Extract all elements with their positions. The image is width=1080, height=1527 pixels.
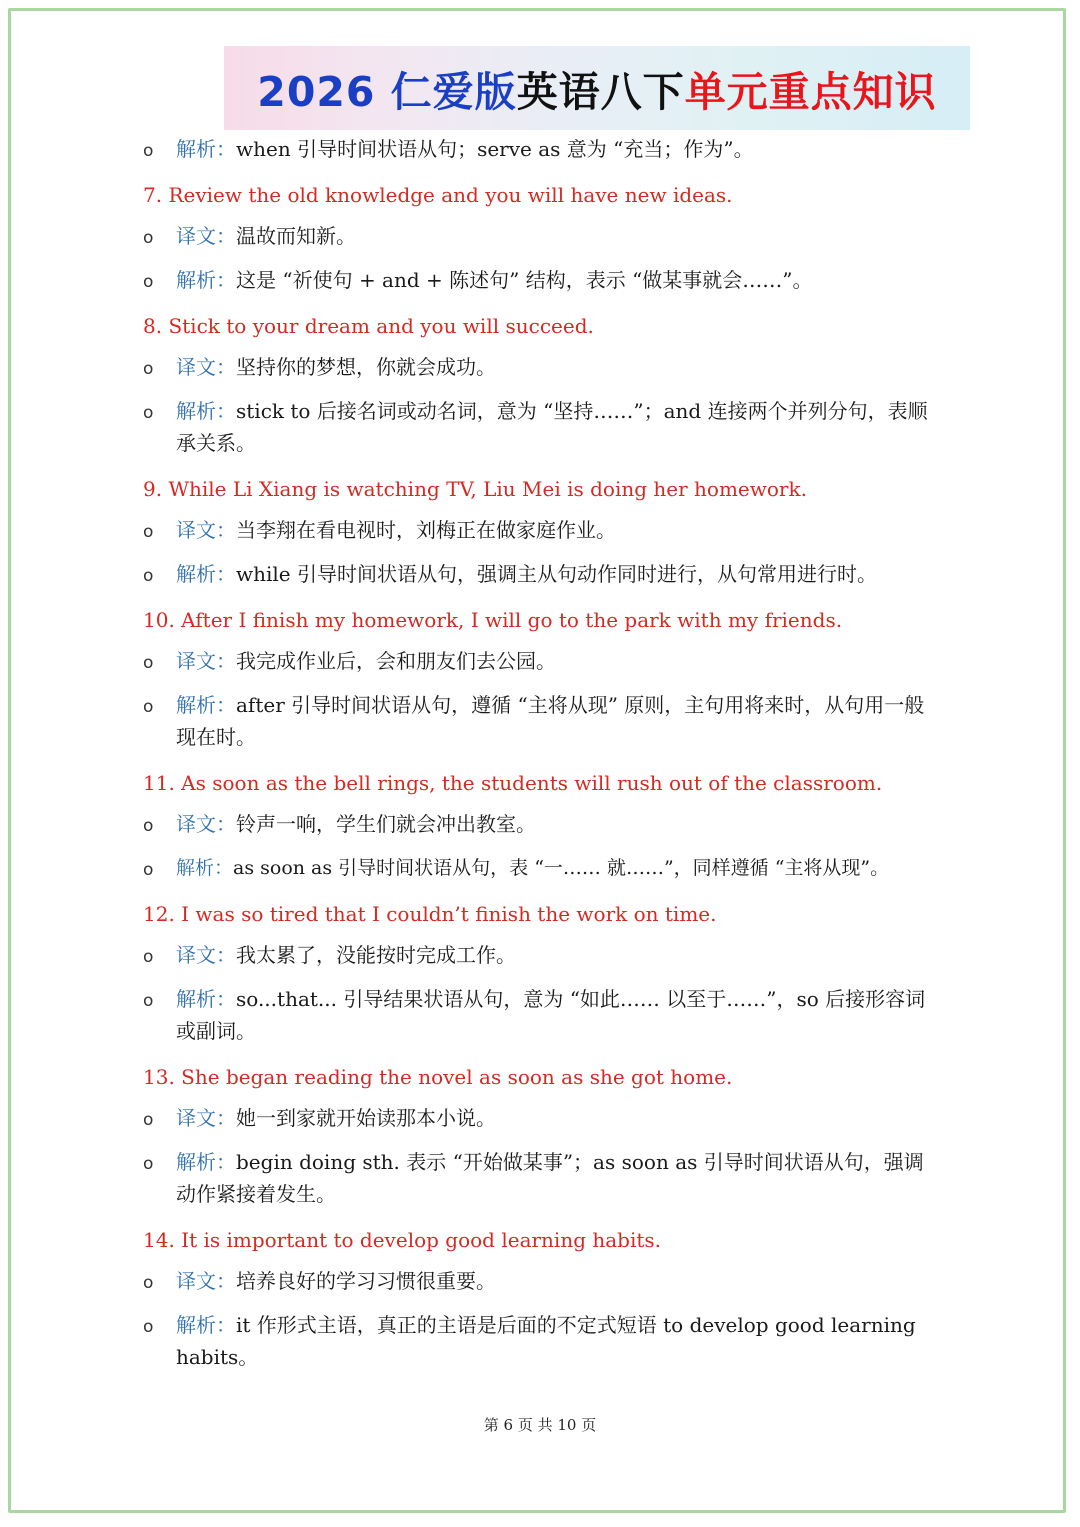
bullet: o bbox=[143, 991, 154, 1011]
bullet: o bbox=[143, 141, 154, 161]
bullet: o bbox=[143, 947, 154, 967]
sentence-item: 8. Stick to your dream and you will succeed. bbox=[143, 314, 594, 338]
translation-content: 她一到家就开始读那本小说。 bbox=[236, 1106, 496, 1130]
analysis-text bbox=[176, 983, 942, 1047]
analysis-label: 解析： bbox=[176, 268, 236, 292]
bullet: o bbox=[143, 816, 154, 836]
translation-label: 译文： bbox=[176, 355, 236, 379]
bullet: o bbox=[143, 359, 154, 379]
analysis-label: 解析： bbox=[176, 1150, 236, 1174]
translation-content: 我完成作业后，会和朋友们去公园。 bbox=[236, 649, 556, 673]
translation-label: 译文： bbox=[176, 812, 236, 836]
translation-text bbox=[176, 220, 942, 252]
analysis-label: 解析： bbox=[176, 987, 236, 1011]
title-part-year: 2026 仁爱版 bbox=[257, 67, 517, 116]
translation-content: 当李翔在看电视时，刘梅正在做家庭作业。 bbox=[236, 518, 616, 542]
translation-label: 译文： bbox=[176, 224, 236, 248]
analysis-content: after 引导时间状语从句，遵循 “主将从现” 原则，主句用将来时，从句用一般现在时。 bbox=[176, 693, 925, 749]
analysis-label: 解析： bbox=[176, 1313, 236, 1337]
analysis-text bbox=[176, 689, 942, 753]
sentence-item: 9. While Li Xiang is watching TV, Liu Mei is doing her homework. bbox=[143, 477, 807, 501]
bullet: o bbox=[143, 653, 154, 673]
translation-content: 我太累了，没能按时完成工作。 bbox=[236, 943, 516, 967]
page-number: 第 6 页 共 10 页 bbox=[483, 1416, 597, 1434]
bullet: o bbox=[143, 522, 154, 542]
bullet: o bbox=[143, 860, 154, 880]
analysis-text bbox=[176, 395, 942, 459]
sentence-item: 12. I was so tired that I couldn’t finish the work on time. bbox=[143, 902, 717, 926]
analysis-content: as soon as 引导时间状语从句，表 “一…… 就……”，同样遵循 “主将从现”。 bbox=[233, 857, 890, 879]
analysis-label: 解析： bbox=[176, 562, 236, 586]
translation-label: 译文： bbox=[176, 518, 236, 542]
translation-content: 温故而知新。 bbox=[236, 224, 356, 248]
analysis-content: while 引导时间状语从句，强调主从句动作同时进行，从句常用进行时。 bbox=[236, 562, 877, 586]
sentence-item: 7. Review the old knowledge and you will have new ideas. bbox=[143, 183, 733, 207]
bullet: o bbox=[143, 272, 154, 292]
analysis-label: 解析： bbox=[176, 137, 236, 161]
translation-text bbox=[176, 808, 942, 840]
sentence-item: 10. After I finish my homework, I will go to the park with my friends. bbox=[143, 608, 843, 632]
analysis-text bbox=[176, 133, 942, 165]
bullet: o bbox=[143, 697, 154, 717]
translation-label: 译文： bbox=[176, 1106, 236, 1130]
analysis-content: when 引导时间状语从句；serve as 意为 “充当；作为”。 bbox=[236, 137, 754, 161]
analysis-text bbox=[176, 558, 942, 590]
analysis-text bbox=[176, 1146, 942, 1210]
analysis-text bbox=[176, 852, 956, 884]
bullet: o bbox=[143, 228, 154, 248]
page-title bbox=[257, 59, 936, 118]
translation-content: 坚持你的梦想，你就会成功。 bbox=[236, 355, 496, 379]
analysis-label: 解析： bbox=[176, 693, 236, 717]
sentence-item: 14. It is important to develop good learning habits. bbox=[143, 1228, 662, 1252]
bullet: o bbox=[143, 403, 154, 423]
analysis-content: 这是 “祈使句 + and + 陈述句” 结构，表示 “做某事就会……”。 bbox=[236, 268, 813, 292]
bullet: o bbox=[143, 1273, 154, 1293]
bullet: o bbox=[143, 566, 154, 586]
sentence-item: 11. As soon as the bell rings, the students will rush out of the classroom. bbox=[143, 771, 883, 795]
translation-text bbox=[176, 514, 942, 546]
translation-label: 译文： bbox=[176, 649, 236, 673]
translation-label: 译文： bbox=[176, 1269, 236, 1293]
analysis-content: so...that... 引导结果状语从句，意为 “如此…… 以至于……”，so 后接形容词或副词。 bbox=[176, 987, 926, 1043]
analysis-content: it 作形式主语，真正的主语是后面的不定式短语 to develop good learning habits。 bbox=[176, 1313, 916, 1369]
analysis-content: stick to 后接名词或动名词，意为 “坚持……”；and 连接两个并列分句，表顺承关系。 bbox=[176, 399, 928, 455]
bullet: o bbox=[143, 1110, 154, 1130]
translation-text bbox=[176, 1265, 942, 1297]
translation-label: 译文： bbox=[176, 943, 236, 967]
translation-text bbox=[176, 645, 942, 677]
title-banner bbox=[224, 46, 970, 130]
title-part-topic: 单元重点知识 bbox=[684, 67, 937, 116]
title-part-subject: 英语八下 bbox=[516, 67, 685, 116]
translation-text bbox=[176, 1102, 942, 1134]
translation-text bbox=[176, 939, 942, 971]
analysis-text bbox=[176, 1309, 942, 1373]
sentence-item: 13. She began reading the novel as soon as she got home. bbox=[143, 1065, 733, 1089]
bullet: o bbox=[143, 1154, 154, 1174]
translation-content: 铃声一响，学生们就会冲出教室。 bbox=[236, 812, 536, 836]
bullet: o bbox=[143, 1317, 154, 1337]
translation-content: 培养良好的学习习惯很重要。 bbox=[236, 1269, 496, 1293]
analysis-label: 解析： bbox=[176, 857, 234, 879]
analysis-text bbox=[176, 264, 942, 296]
analysis-label: 解析： bbox=[176, 399, 236, 423]
translation-text bbox=[176, 351, 942, 383]
analysis-content: begin doing sth. 表示 “开始做某事”；as soon as 引导时间状语从句，强调动作紧接着发生。 bbox=[176, 1150, 924, 1206]
